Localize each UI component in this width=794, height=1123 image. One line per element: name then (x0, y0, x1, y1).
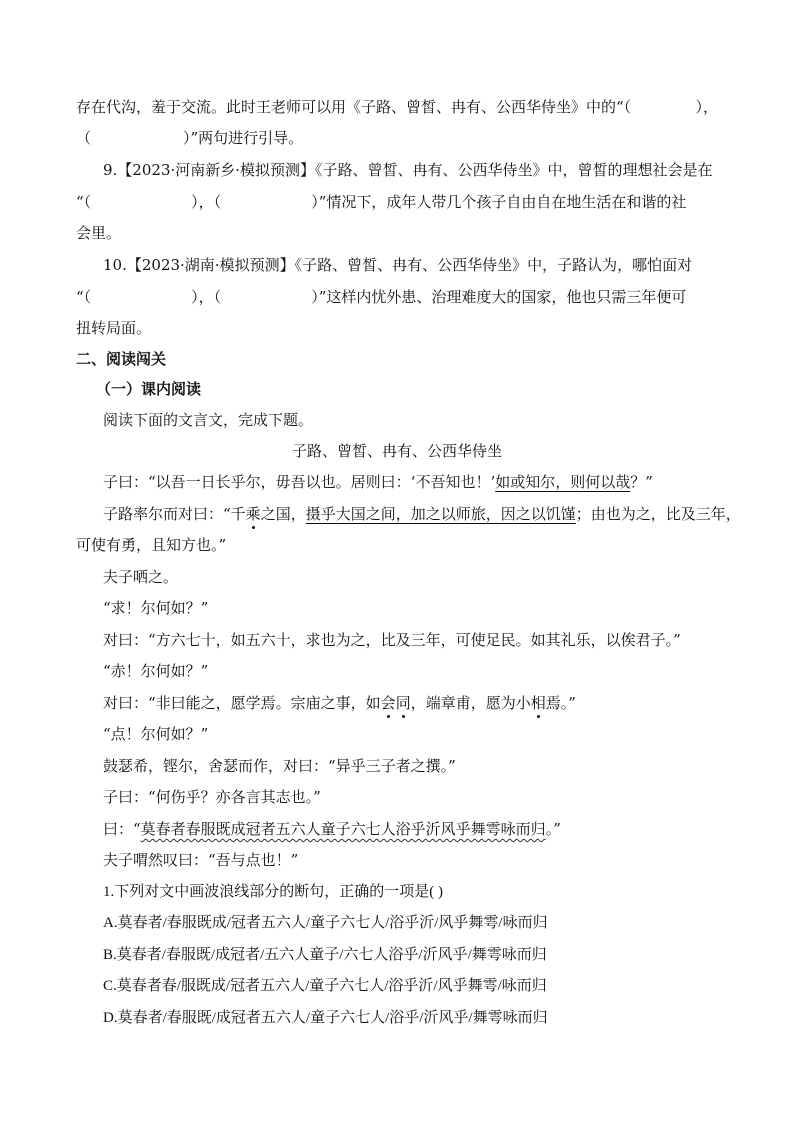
intro-text-2b: ）”两句进行引导。 (183, 129, 304, 147)
q10-open: “（ (76, 288, 92, 306)
passage-para-4: “求！尔何如？” (103, 599, 209, 617)
q9-line-1: 9.【2023·河南新乡·模拟预测】《子路、曾皙、冉有、公西华侍坐》中，曾皙的理想社会是在 (103, 161, 713, 179)
intro-text-1a: 存在代沟，羞于交流。此时王老师可以用《子路、曾皙、冉有、公西华侍坐》中的“（ (76, 98, 632, 116)
passage-para-6: “赤！尔何如？” (103, 662, 209, 680)
passage-text: 子路率尔而对曰：“千 (103, 505, 246, 523)
question-stem: 1.下列对文中画波浪线部分的断句，正确的一项是( ) (103, 884, 443, 900)
intro-text-1b: ）， (695, 98, 718, 116)
passage-para-8: “点！尔何如？” (103, 725, 209, 743)
passage-para-7 (103, 692, 576, 714)
option-a[interactable]: A.莫春者/春服既成/冠者五六人/童子六七人/浴乎沂/风乎舞雩/咏而归 (103, 915, 548, 931)
passage-text: 曰：“ (103, 820, 141, 838)
q9-rest: ）”情况下，成年人带几个孩子自由自在地生活在和谐的社 (311, 193, 687, 211)
passage-para-3: 夫子哂之。 (103, 568, 179, 586)
option-c[interactable]: C.莫春者春/服既成/冠者五六人/童子六七人/浴乎沂/风乎舞雩/咏而归 (103, 978, 547, 994)
passage-para-12: 夫子喟然叹曰：“吾与点也！” (103, 851, 299, 869)
passage-text: 子曰：“以吾一日长乎尔，毋吾以也。居则曰：‘不吾知也！’ (103, 473, 496, 491)
passage-para-9: 鼓瑟希，铿尔，舍瑟而作，对曰：“异乎三子者之撰。” (103, 757, 456, 775)
wavy-underlined-sentence: 莫春者春服既成冠者五六人童子六七人浴乎沂风乎舞雩咏而归 (140, 820, 546, 838)
section-heading: 二、阅读闯关 (76, 350, 167, 368)
passage-text: 。” (545, 820, 561, 838)
passage-para-1 (103, 471, 653, 493)
underlined-phrase: 如或知尔，则何以哉 (495, 473, 631, 491)
q9-line-2 (76, 191, 686, 213)
passage-text: 对曰：“非曰能之，愿学焉。宗庙之事，如 (103, 694, 381, 712)
option-b[interactable]: B.莫春者/春服既/成冠者/五六人童子/六七人浴乎/沂风乎/舞雩咏而归 (103, 947, 547, 963)
q10-line-3: 扭转局面。 (76, 319, 152, 337)
dotted-character: 同 (395, 694, 411, 712)
option-d[interactable]: D.莫春者/春服既/成冠者五六人/童子六七人/浴乎/沂风乎/舞雩咏而归 (103, 1010, 548, 1026)
reading-instruction: 阅读下面的文言文，完成下题。 (103, 411, 314, 429)
q9-mid: ），（ (191, 193, 222, 211)
passage-title: 子路、曾皙、冉有、公西华侍坐 (291, 442, 502, 460)
passage-text: ？” (630, 473, 653, 491)
dotted-character: 乘 (245, 505, 261, 523)
dotted-character: 会 (380, 694, 396, 712)
passage-para-5: 对曰：“方六七十，如五六十，求也为之，比及三年，可使足民。如其礼乐，以俟君子。” (103, 631, 681, 649)
subsection-heading: （一）课内阅读 (96, 380, 202, 398)
blank-open: （ (76, 129, 92, 147)
q9-line-3: 会里。 (76, 224, 122, 242)
passage-text: ；由也为之，比及三年， (575, 505, 741, 523)
passage-para-10: 子曰：“何伤乎？亦各言其志也。” (103, 788, 321, 806)
passage-text: ，端章甫，愿为小 (410, 694, 531, 712)
passage-text: 之国， (260, 505, 306, 523)
q10-rest: ）”这样内忧外患、治理难度大的国家，他也只需三年便可 (311, 288, 687, 306)
passage-para-2-cont: 可使有勇，且知方也。” (76, 536, 227, 554)
q10-mid: ），（ (191, 288, 222, 306)
underlined-phrase: 摄乎大国之间，加之以师旅，因之以饥馑 (305, 505, 576, 523)
dotted-character: 相 (530, 694, 546, 712)
q9-open: “（ (76, 193, 92, 211)
passage-text: 焉。” (545, 694, 576, 712)
intro-line-1 (76, 96, 718, 118)
passage-para-11 (103, 818, 561, 840)
q10-line-2 (76, 286, 686, 308)
q10-line-1: 10.【2023·湖南·模拟预测】《子路、曾皙、冉有、公西华侍坐》中，子路认为，哪怕面对 (103, 256, 693, 274)
passage-para-2 (103, 503, 741, 525)
intro-line-2 (76, 127, 303, 149)
